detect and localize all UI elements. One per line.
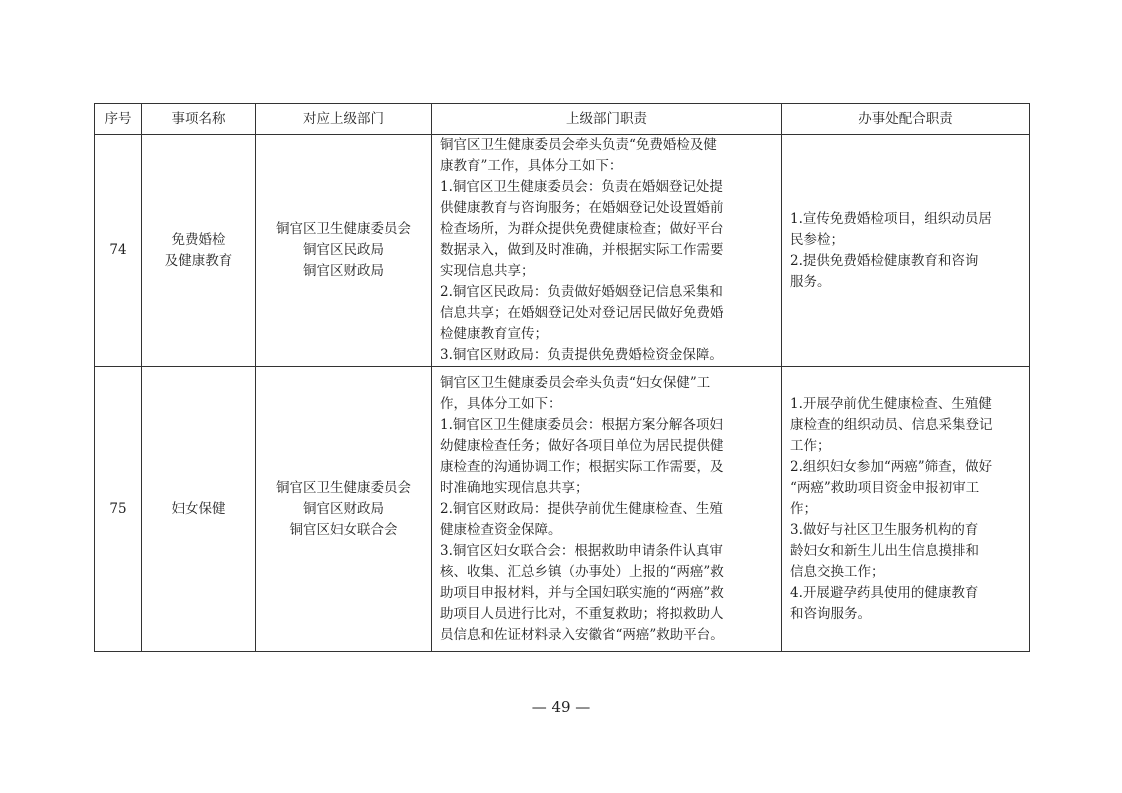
row-office [782,135,1030,367]
duty-line: 2.铜官区民政局：负责做好婚姻登记信息采集和 [440,284,723,300]
office-line: 服务。 [790,273,831,290]
duty-line: 数据录入，做到及时准确，并根据实际工作需要 [440,242,724,258]
office-line: 2.提供免费婚检健康教育和咨询 [790,252,979,269]
duty-line: 1.铜官区卫生健康委员会：负责在婚姻登记处提 [440,179,723,195]
duty-line: 康检查的沟通协调工作；根据实际工作需要，及 [440,458,724,475]
office-line: 信息交换工作； [790,563,885,580]
header-dept: 对应上级部门 [256,104,432,135]
duty-line: 铜官区卫生健康委员会牵头负责“妇女保健”工 [440,374,711,391]
duty-line: 3.铜官区财政局：负责提供免费婚检资金保障。 [440,347,723,363]
row-office [782,367,1030,652]
item-line: 妇女保健 [171,500,226,517]
duty-line: 3.铜官区妇女联合会：根据救助申请条件认真审 [440,542,723,559]
duty-line: 时准确地实现信息共享； [440,479,589,496]
duty-line: 健康检查资金保障。 [440,521,562,538]
office-line: 工作； [790,437,831,454]
duty-table [94,103,1030,652]
dept-line: 铜官区财政局 [303,263,384,279]
office-line: 4.开展避孕药具使用的健康教育 [790,584,979,601]
office-line: 2.组织妇女参加“两癌”筛查，做好 [790,458,993,475]
office-line: “两癌”救助项目资金申报初审工 [790,479,980,496]
table-row [95,367,1030,652]
table-row [95,135,1030,367]
row-duty [432,367,782,652]
dept-line: 铜官区卫生健康委员会 [276,221,411,237]
office-line: 和咨询服务。 [790,605,871,622]
header-no: 序号 [95,104,142,135]
dept-line: 铜官区卫生健康委员会 [276,479,411,496]
duty-line: 作，具体分工如下： [440,395,562,412]
row-no: 75 [95,367,142,652]
office-line: 民参检； [790,231,844,248]
duty-line: 核、收集、汇总乡镇（办事处）上报的“两癌”救 [440,563,724,580]
duty-line: 检健康教育宣传； [440,326,548,342]
office-line: 1.宣传免费婚检项目，组织动员居 [790,210,992,227]
duty-line: 实现信息共享； [440,263,535,279]
row-dept [256,135,432,367]
row-item [142,135,256,367]
office-line: 龄妇女和新生儿出生信息摸排和 [790,542,979,559]
header-office: 办事处配合职责 [782,104,1030,135]
duty-line: 1.铜官区卫生健康委员会：根据方案分解各项妇 [440,416,723,433]
header-row [95,104,1030,135]
duty-line: 员信息和佐证材料录入安徽省“两癌”救助平台。 [440,626,724,643]
office-line: 3.做好与社区卫生服务机构的育 [790,521,979,538]
dept-line: 铜官区财政局 [303,500,384,517]
duty-line: 助项目人员进行比对，不重复救助；将拟救助人 [440,605,724,622]
dept-line: 铜官区民政局 [303,242,384,258]
dept-line: 铜官区妇女联合会 [289,521,398,538]
duty-line: 康教育”工作，具体分工如下： [440,158,623,174]
row-dept [256,367,432,652]
header-duty: 上级部门职责 [432,104,782,135]
duty-line: 供健康教育与咨询服务；在婚姻登记处设置婚前 [440,200,724,216]
item-line: 及健康教育 [164,252,233,269]
duty-line: 幼健康检查任务；做好各项目单位为居民提供健 [440,437,724,454]
duty-line: 铜官区卫生健康委员会牵头负责“免费婚检及健 [440,137,717,153]
duty-line: 助项目申报材料，并与全国妇联实施的“两癌”救 [440,584,724,601]
duty-line: 检查场所，为群众提供免费健康检查；做好平台 [440,221,724,237]
row-no: 74 [95,135,142,367]
office-line: 1.开展孕前优生健康检查、生殖健 [790,395,992,412]
page-number: — 49 — [531,698,591,716]
item-line: 免费婚检 [171,231,226,248]
office-line: 作； [790,500,817,517]
duty-line: 2.铜官区财政局：提供孕前优生健康检查、生殖 [440,500,723,517]
row-duty [432,135,782,367]
office-line: 康检查的组织动员、信息采集登记 [790,416,993,433]
row-item [142,367,256,652]
duty-line: 信息共享；在婚姻登记处对登记居民做好免费婚 [440,305,724,321]
header-item: 事项名称 [142,104,256,135]
